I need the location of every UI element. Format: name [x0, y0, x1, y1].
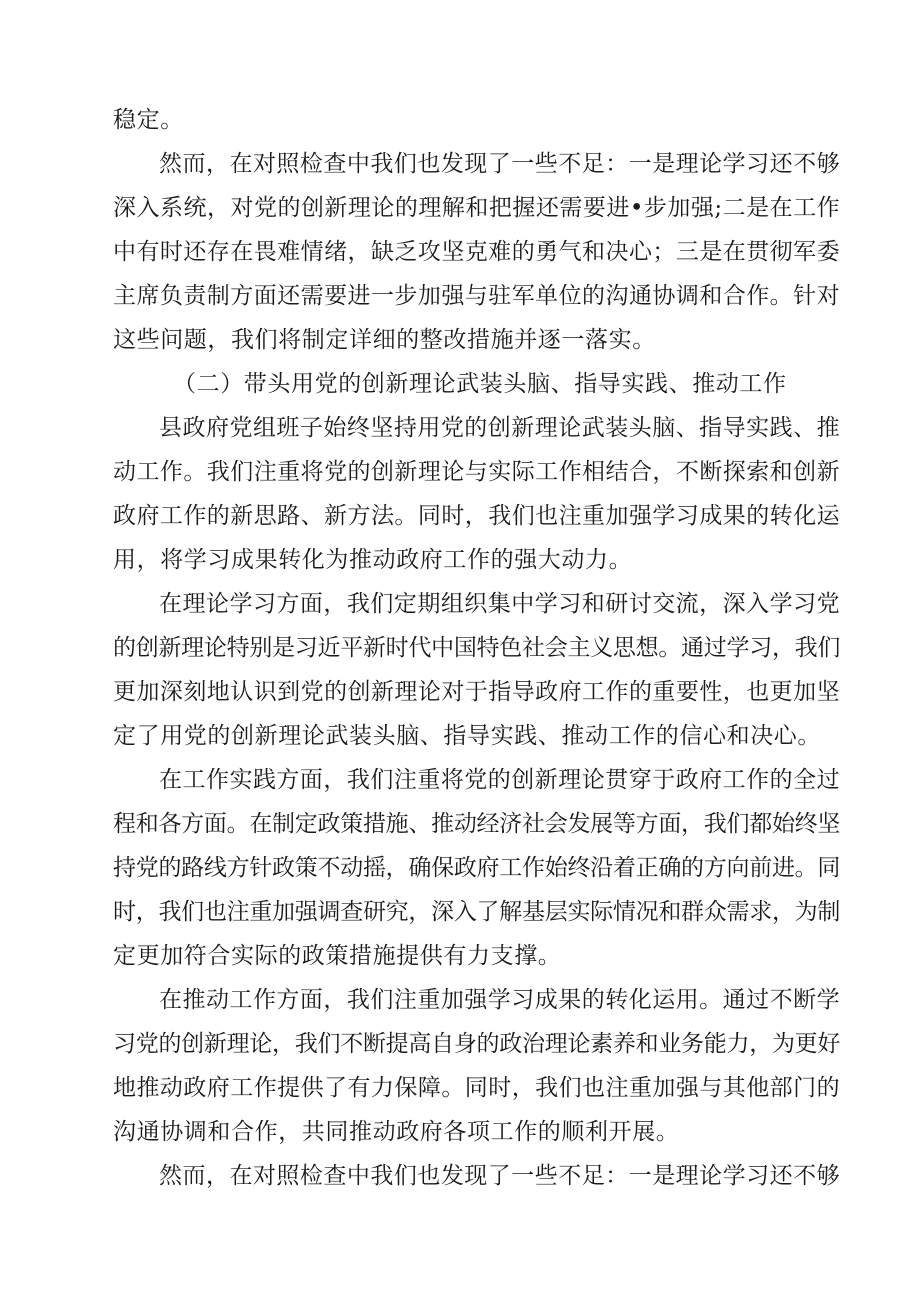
paragraph-line: 动工作。我们注重将党的创新理论与实际工作相结合，不断探索和创新 [113, 459, 840, 485]
paragraph-line: 政府工作的新思路、新方法。同时，我们也注重加强学习成果的转化运 [113, 503, 840, 529]
paragraph-line: 然而，在对照检查中我们也发现了一些不足：一是理论学习还不够 [159, 1163, 840, 1189]
paragraph-line: 定更加符合实际的政策措施提供有力支撑。 [113, 943, 562, 969]
paragraph-line: 持党的路线方针政策不动摇，确保政府工作始终沿着正确的方向前进。同 [113, 855, 840, 881]
paragraph-line: 地推动政府工作提供了有力保障。同时，我们也注重加强与其他部门的 [113, 1075, 840, 1101]
paragraph-line: 在推动工作方面，我们注重加强学习成果的转化运用。通过不断学 [159, 987, 840, 1013]
paragraph-line: 然而，在对照检查中我们也发现了一些不足：一是理论学习还不够 [159, 151, 840, 177]
paragraph-line: 在理论学习方面，我们定期组织集中学习和研讨交流，深入学习党 [159, 591, 840, 617]
paragraph-line: 中有时还存在畏难情绪，缺乏攻坚克难的勇气和决心；三是在贯彻军委 [113, 239, 840, 265]
paragraph-line: 的创新理论特别是习近平新时代中国特色社会主义思想。通过学习，我们 [113, 635, 840, 661]
paragraph-line: 定了用党的创新理论武装头脑、指导实践、推动工作的信心和决心。 [113, 723, 821, 749]
paragraph-line: 县政府党组班子始终坚持用党的创新理论武装头脑、指导实践、推 [159, 415, 840, 441]
paragraph-line: 在工作实践方面，我们注重将党的创新理论贯穿于政府工作的全过 [159, 767, 840, 793]
section-heading: （二）带头用党的创新理论武装头脑、指导实践、推动工作 [173, 371, 787, 397]
paragraph-line: 程和各方面。在制定政策措施、推动经济社会发展等方面，我们都始终坚 [113, 811, 840, 837]
paragraph-line: 更加深刻地认识到党的创新理论对于指导政府工作的重要性，也更加坚 [113, 679, 840, 705]
paragraph-line: 这些问题，我们将制定详细的整改措施并逐一落实。 [113, 327, 656, 353]
paragraph-line: 深入系统，对党的创新理论的理解和把握还需要进•步加强;二是在工作 [113, 195, 840, 221]
paragraph-line: 主席负责制方面还需要进一步加强与驻军单位的沟通协调和合作。针对 [113, 283, 840, 309]
paragraph-line: 沟通协调和合作，共同推动政府各项工作的顺利开展。 [113, 1119, 680, 1145]
paragraph-line: 用，将学习成果转化为推动政府工作的强大动力。 [113, 547, 633, 573]
paragraph-line: 时，我们也注重加强调查研究，深入了解基层实际情况和群众需求，为制 [113, 899, 840, 925]
paragraph-line: 习党的创新理论，我们不断提高自身的政治理论素养和业务能力，为更好 [113, 1031, 840, 1057]
paragraph-continuation-line: 稳定。 [113, 107, 184, 133]
